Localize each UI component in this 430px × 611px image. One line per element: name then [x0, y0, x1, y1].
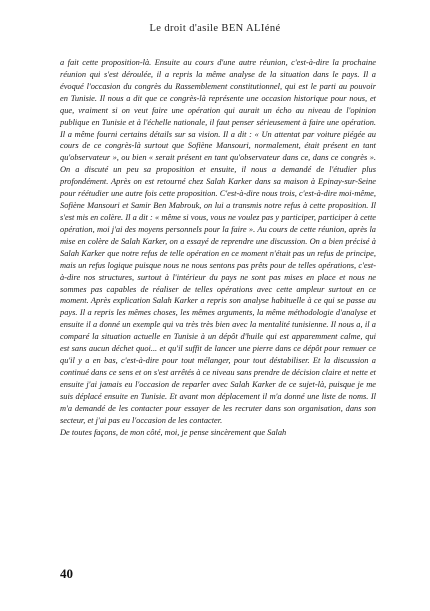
paragraph-2: De toutes façons, de mon côté, moi, je pense sincèrement que Salah: [60, 427, 287, 437]
paragraph-1: a fait cette proposition-là. Ensuite au cours d'une autre réunion, c'est-à-dire la prochaine réunion qui s'est déroulée, il a repris la même analyse de la situation dans le pays. Il a évoqué l'occasion du congrès du Rassemblement constitutionnel, qui est le parti au pouvoir en Tunisie. Il nous a dit que ce congrès-là représente une occasion historique pour nous, et que, vraiment si on veut faire une opération qui aurait un écho au niveau de l'opinion publique en Tunisie et à l'échelle nationale, il faut penser sérieusement à faire une opération. Il a même fourni certains détails sur sa vision. Il a dit : « Un attentat par voiture piégée au cours de ce congrès-là surtout que Sofiène Mansouri, normalement, était présent en tant qu'observateur », ou bien « serait présent en tant qu'observateur dans ce, dans ce congrès ». On a discuté un peu sa proposition et ensuite, il nous a demandé de l'étudier plus profondément. Après on est retourné chez Salah Karker dans sa maison à Epinay-sur-Seine pour réétudier une autre fois cette proposition. C'est-à-dire nous trois, c'est-à-dire moi-même, Sofiène Mansouri et Samir Ben Mabrouk, on lui a transmis notre refus à cette proposition. Il s'est mis en colère. Il a dit : « même si vous, vous ne voulez pas y participer, participer à cette opération, moi j'ai des moyens personnels pour la faire ». Au cours de cette réunion, après la mise en colère de Salah Karker, on a essayé de reprendre une discussion. On a bien précisé à Salah Karker que notre refus de telle opération en ce moment n'était pas un refus de principe, mais un refus logique puisque nous ne nous sentons pas prêts pour de telles opérations, c'est-à-dire nos structures, surtout à l'intérieur du pays ne sont pas mises en place et nous ne sommes pas capables de réaliser de telles opérations avec cette ampleur surtout en ce moment. Après explication Salah Karker a repris son analyse habituelle à ce qui se passe au pays. Il a repris les mêmes choses, les mêmes arguments, la même méthodologie d'analyse et ensuite il a donné un exemple qui va très très bien avec la mentalité tunisienne. Il nous a, il a comparé la situation actuelle en Tunisie à un dépôt d'huile qui est apparemment calme, qui est sans aucun déchet quoi... et qu'il suffit de lancer une pierre dans ce dépôt pour remuer ce qu'il y a en bas, c'est-à-dire pour tout mélanger, pour tout déstabiliser. Et la discussion a continué dans ce sens et on s'est arrêtés à ce niveau sans prendre de décision claire et nette et ensuite j'ai jamais eu l'occasion de reparler avec Salah Karker de ce sujet-là, puisque je me suis déplacé ensuite en Tunisie. Et avant mon déplacement il m'a donné une liste de noms. Il m'a demandé de les contacter pour essayer de les recruter dans son organisation, dans son secteur, et j'ai pas eu l'occasion de les contacter.: [60, 58, 376, 425]
running-header: Le droit d'asile BEN ALIéné: [149, 23, 281, 34]
body-text: [60, 57, 376, 439]
page-number: 40: [60, 566, 73, 581]
